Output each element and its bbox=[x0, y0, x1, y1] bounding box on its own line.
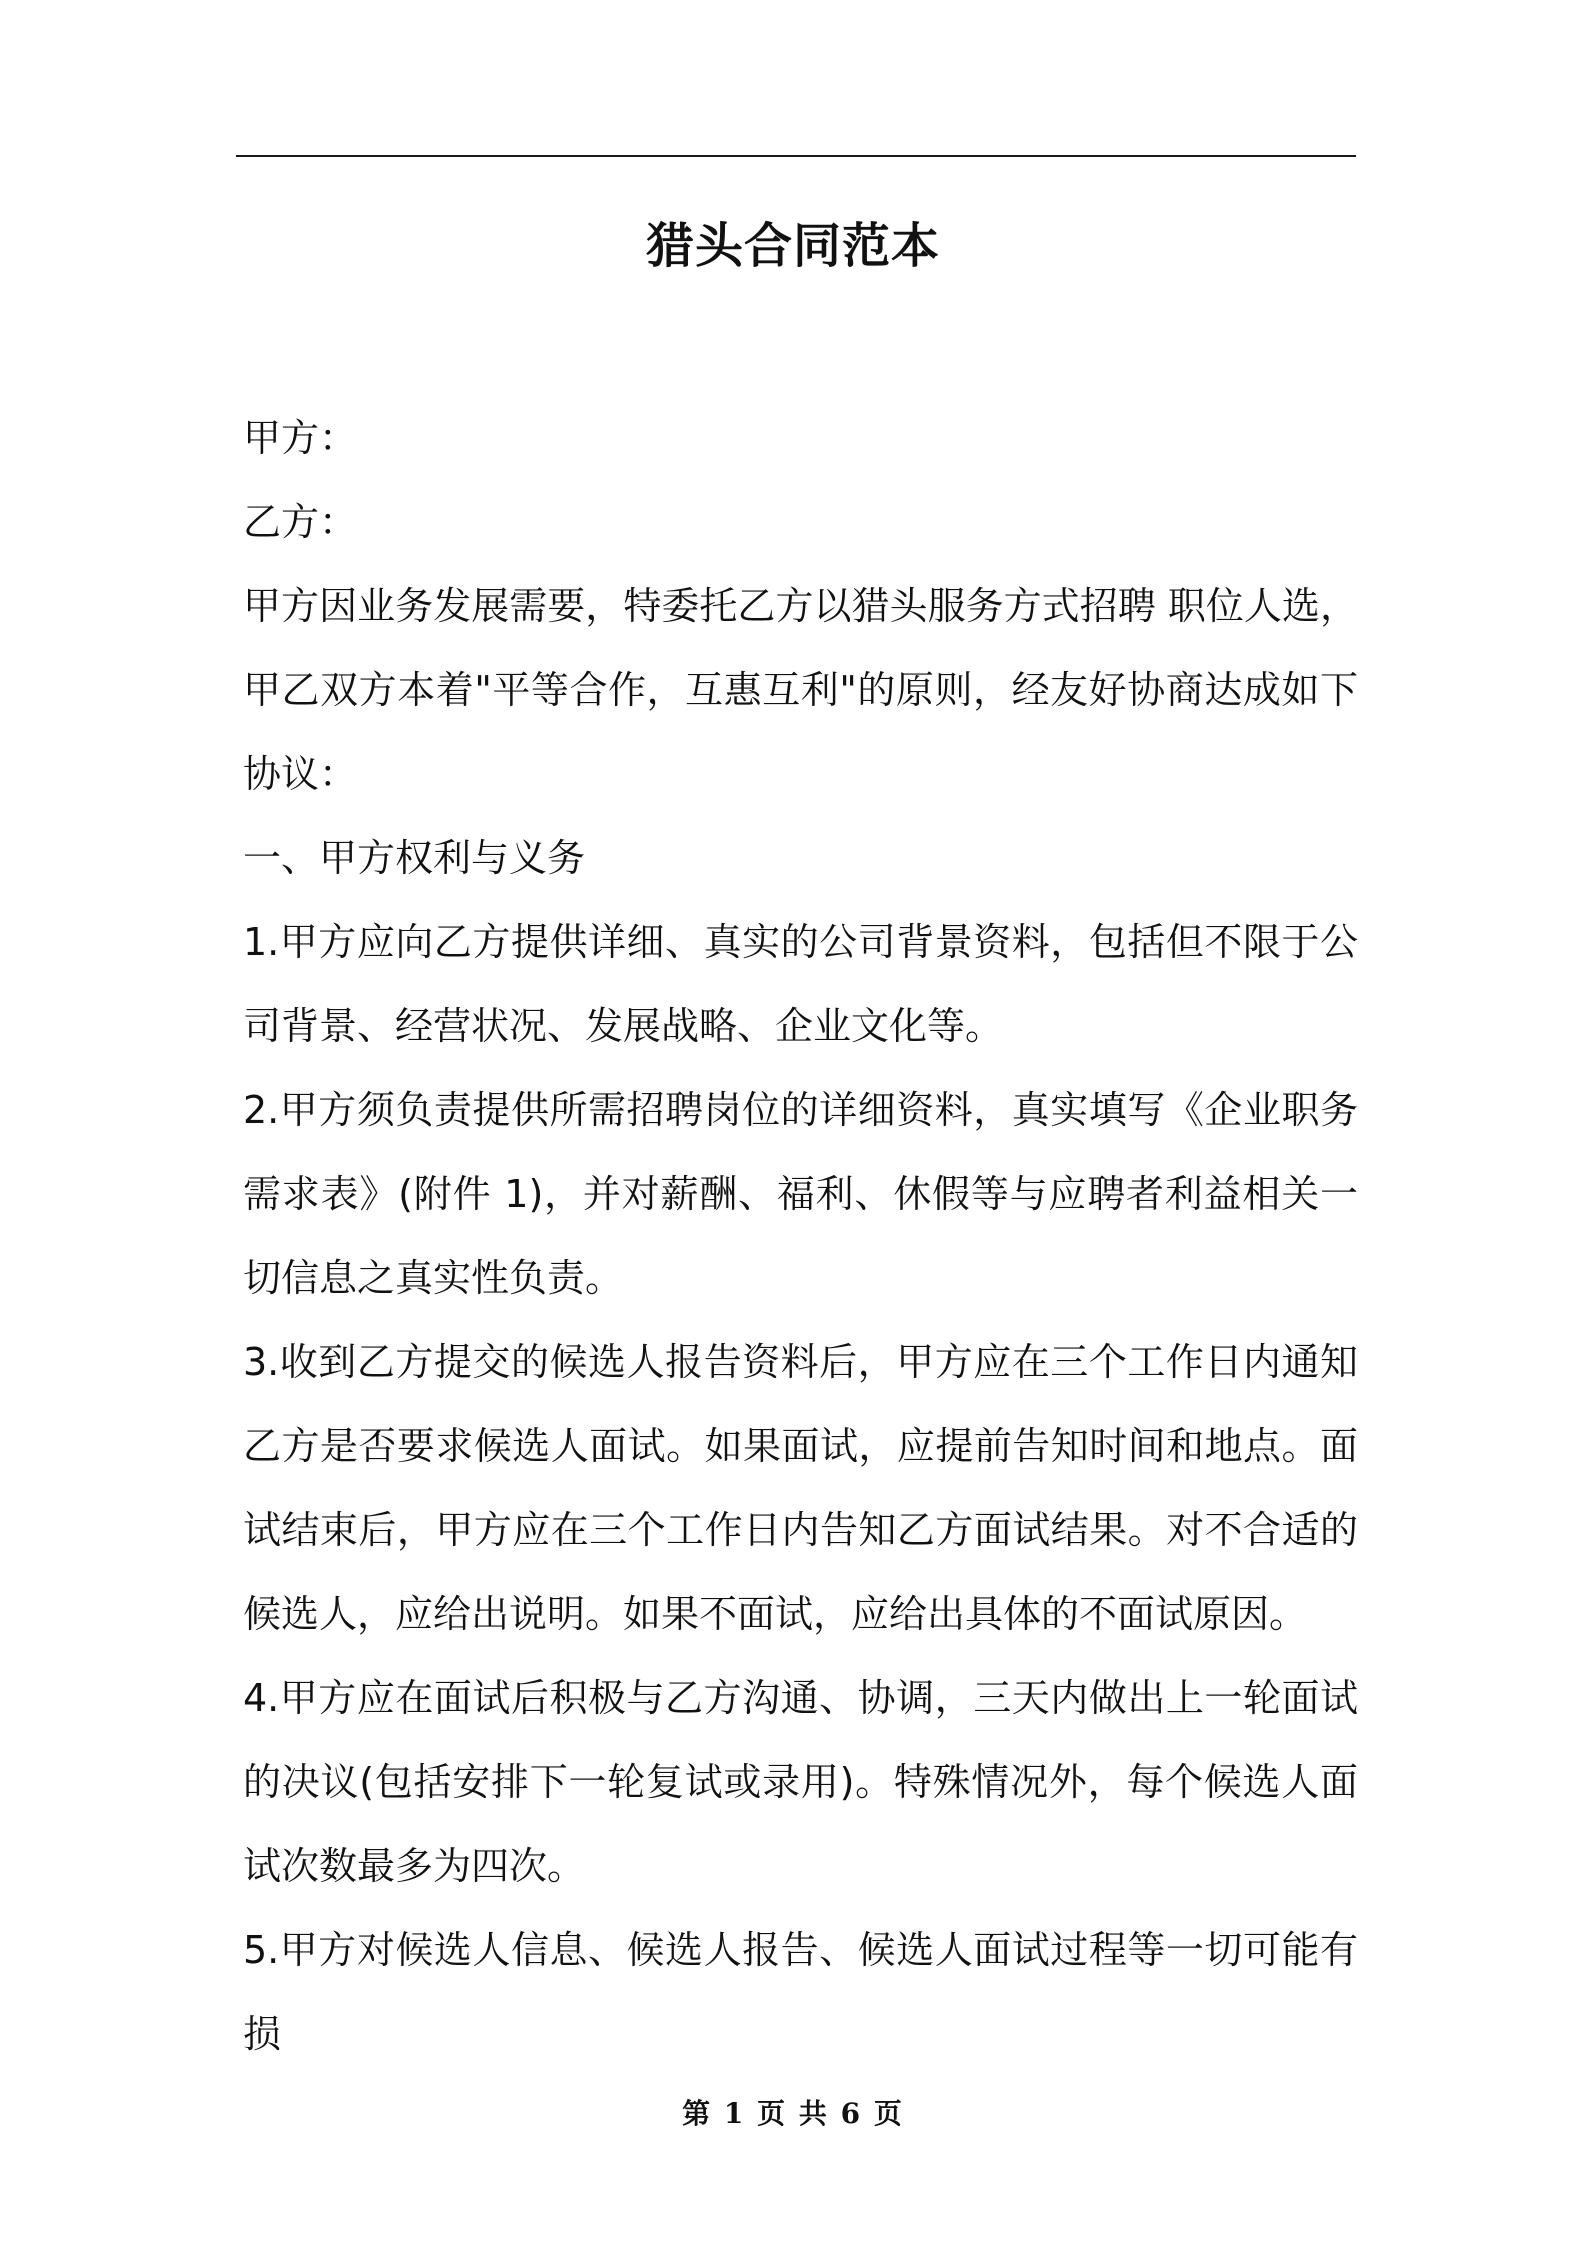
clause-paragraph: 4.甲方应在面试后积极与乙方沟通、协调，三天内做出上一轮面试的决议(包括安排下一轮复试或录用)。特殊情况外，每个候选人面试次数最多为四次。 bbox=[243, 1676, 1358, 1888]
party-a-line: 甲方： bbox=[243, 416, 358, 460]
page-number-footer: 第 1 页 共 6 页 bbox=[682, 2097, 904, 2130]
clause-paragraph: 5.甲方对候选人信息、候选人报告、候选人面试过程等一切可能有损 bbox=[243, 1928, 1358, 2056]
document-title: 猎头合同范本 bbox=[645, 218, 940, 274]
header-rule bbox=[236, 155, 1356, 157]
preamble-paragraph: 甲方因业务发展需要，特委托乙方以猎头服务方式招聘 职位人选，甲乙双方本着"平等合作，互惠互利"的原则，经友好协商达成如下协议： bbox=[243, 584, 1358, 796]
section-heading: 一、甲方权利与义务 bbox=[243, 836, 586, 880]
clause-paragraph: 3.收到乙方提交的候选人报告资料后，甲方应在三个工作日内通知乙方是否要求候选人面试。如果面试，应提前告知时间和地点。面试结束后，甲方应在三个工作日内告知乙方面试结果。对不合适的候选人，应给出说明。如果不面试，应给出具体的不面试原因。 bbox=[243, 1340, 1358, 1636]
clause-paragraph: 1.甲方应向乙方提供详细、真实的公司背景资料，包括但不限于公司背景、经营状况、发展战略、企业文化等。 bbox=[243, 920, 1358, 1048]
document-body bbox=[243, 396, 1358, 2076]
party-b-line: 乙方： bbox=[243, 500, 358, 544]
clause-paragraph: 2.甲方须负责提供所需招聘岗位的详细资料，真实填写《企业职务需求表》(附件 1)，并对薪酬、福利、休假等与应聘者利益相关一切信息之真实性负责。 bbox=[243, 1088, 1358, 1300]
